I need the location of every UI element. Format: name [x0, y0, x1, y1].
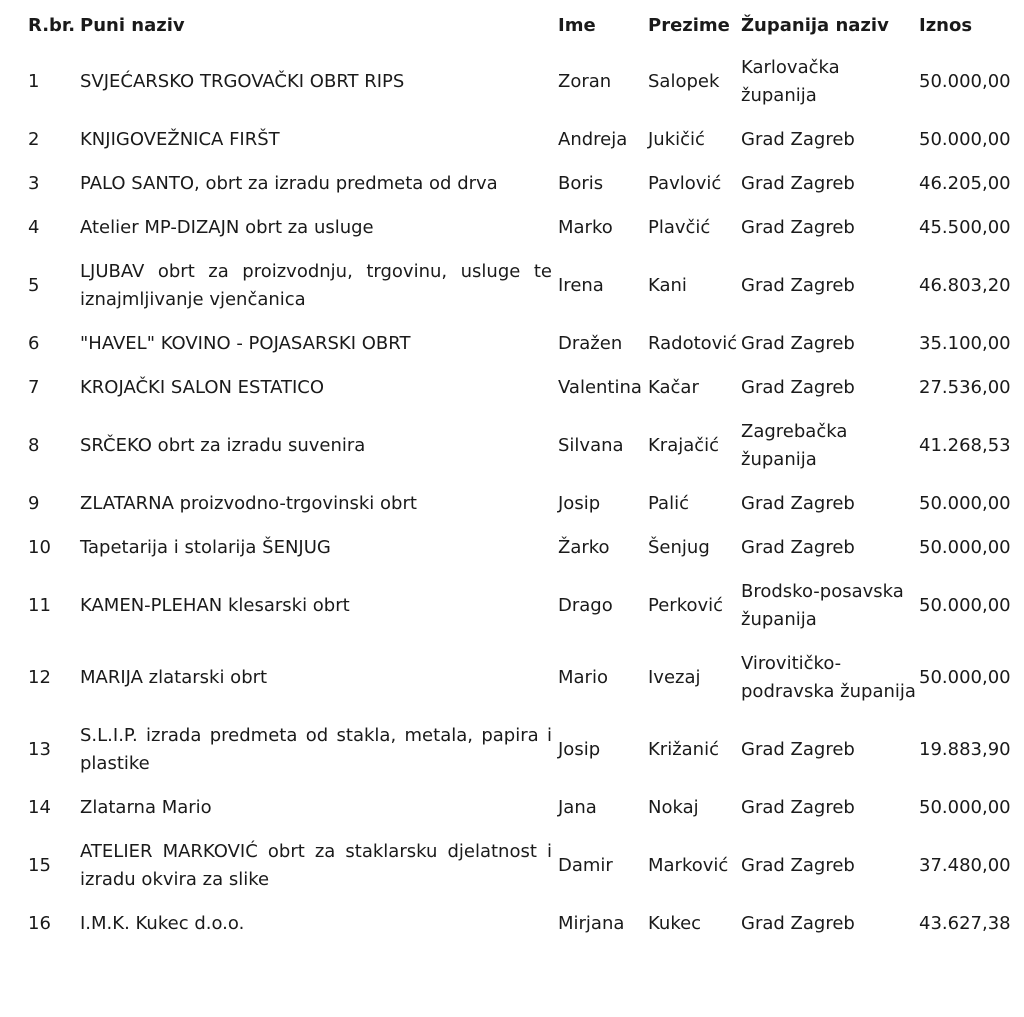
cell-ime: Zoran	[558, 71, 612, 92]
cell-zupanija: Zagrebačka županija	[741, 421, 848, 470]
cell-prezime: Krajačić	[648, 435, 720, 456]
cell-iznos: 50.000,00	[919, 71, 1011, 92]
table-row	[26, 526, 1012, 570]
cell-ime: Jana	[558, 797, 597, 818]
cell-zupanija: Grad Zagreb	[741, 275, 855, 296]
cell-prezime: Plavčić	[648, 217, 711, 238]
cell-naziv: MARIJA zlatarski obrt	[80, 667, 268, 688]
cell-iznos: 37.480,00	[919, 855, 1011, 876]
cell-iznos: 46.803,20	[919, 275, 1011, 296]
table-row	[26, 250, 1012, 322]
cell-prezime: Salopek	[648, 71, 720, 92]
header-zupanija: Županija naziv	[741, 14, 889, 36]
cell-zupanija: Karlovačka županija	[741, 57, 840, 106]
cell-ime: Josip	[558, 493, 601, 514]
cell-ime: Marko	[558, 217, 613, 238]
cell-rbr: 13	[28, 739, 51, 760]
cell-prezime: Pavlović	[648, 173, 722, 194]
cell-iznos: 41.268,53	[919, 435, 1011, 456]
cell-rbr: 1	[28, 71, 40, 92]
cell-zupanija: Grad Zagreb	[741, 797, 855, 818]
cell-ime: Damir	[558, 855, 613, 876]
cell-prezime: Šenjug	[648, 537, 710, 558]
cell-rbr: 16	[28, 913, 51, 934]
cell-rbr: 10	[28, 537, 51, 558]
cell-rbr: 5	[28, 275, 40, 296]
cell-prezime: Marković	[648, 855, 729, 876]
cell-prezime: Radotović	[648, 333, 738, 354]
header-naziv: Puni naziv	[80, 14, 185, 36]
cell-ime: Mario	[558, 667, 608, 688]
cell-iznos: 50.000,00	[919, 493, 1011, 514]
cell-iznos: 27.536,00	[919, 377, 1011, 398]
table-row	[26, 46, 1012, 118]
cell-iznos: 45.500,00	[919, 217, 1011, 238]
cell-prezime: Palić	[648, 493, 689, 514]
cell-rbr: 12	[28, 667, 51, 688]
table-header-row	[26, 4, 1012, 46]
cell-iznos: 35.100,00	[919, 333, 1011, 354]
cell-zupanija: Brodsko-posavska županija	[741, 581, 904, 630]
table-row	[26, 162, 1012, 206]
cell-iznos: 19.883,90	[919, 739, 1011, 760]
cell-prezime: Ivezaj	[648, 667, 701, 688]
cell-rbr: 14	[28, 797, 51, 818]
cell-iznos: 50.000,00	[919, 667, 1011, 688]
table-row	[26, 902, 1012, 946]
cell-zupanija: Grad Zagreb	[741, 333, 855, 354]
cell-naziv: LJUBAV obrt za proizvodnju, trgovinu, usluge te iznajmljivanje vjenčanica	[80, 261, 552, 310]
cell-iznos: 46.205,00	[919, 173, 1011, 194]
cell-naziv: Zlatarna Mario	[80, 797, 212, 818]
cell-zupanija: Grad Zagreb	[741, 855, 855, 876]
cell-zupanija: Grad Zagreb	[741, 377, 855, 398]
table-row	[26, 118, 1012, 162]
cell-naziv: S.L.I.P. izrada predmeta od stakla, metala, papira i plastike	[80, 725, 552, 774]
cell-rbr: 11	[28, 595, 51, 616]
cell-ime: Boris	[558, 173, 604, 194]
table-row	[26, 830, 1012, 902]
cell-zupanija: Grad Zagreb	[741, 173, 855, 194]
cell-prezime: Jukičić	[648, 129, 705, 150]
table-row	[26, 786, 1012, 830]
cell-prezime: Kačar	[648, 377, 699, 398]
cell-ime: Irena	[558, 275, 604, 296]
cell-rbr: 7	[28, 377, 40, 398]
cell-naziv: ZLATARNA proizvodno-trgovinski obrt	[80, 493, 417, 514]
cell-zupanija: Grad Zagreb	[741, 217, 855, 238]
cell-iznos: 50.000,00	[919, 797, 1011, 818]
header-iznos: Iznos	[919, 14, 973, 36]
cell-naziv: SVJEĆARSKO TRGOVAČKI OBRT RIPS	[80, 71, 405, 92]
cell-iznos: 50.000,00	[919, 129, 1011, 150]
cell-naziv: KNJIGOVEŽNICA FIRŠT	[80, 129, 280, 150]
table-row	[26, 322, 1012, 366]
cell-ime: Silvana	[558, 435, 624, 456]
cell-ime: Valentina	[558, 377, 642, 398]
cell-prezime: Nokaj	[648, 797, 699, 818]
cell-zupanija: Grad Zagreb	[741, 739, 855, 760]
cell-rbr: 8	[28, 435, 40, 456]
table-row	[26, 206, 1012, 250]
header-ime: Ime	[558, 14, 596, 36]
cell-prezime: Kukec	[648, 913, 702, 934]
grants-table	[26, 4, 1012, 946]
cell-zupanija: Grad Zagreb	[741, 913, 855, 934]
cell-naziv: KAMEN-PLEHAN klesarski obrt	[80, 595, 350, 616]
cell-ime: Drago	[558, 595, 613, 616]
cell-naziv: Tapetarija i stolarija ŠENJUG	[80, 537, 331, 558]
cell-iznos: 50.000,00	[919, 595, 1011, 616]
header-prezime: Prezime	[648, 14, 730, 36]
cell-prezime: Perković	[648, 595, 724, 616]
table-row	[26, 482, 1012, 526]
cell-naziv: KROJAČKI SALON ESTATICO	[80, 377, 325, 398]
cell-zupanija: Grad Zagreb	[741, 493, 855, 514]
cell-rbr: 2	[28, 129, 40, 150]
cell-rbr: 15	[28, 855, 51, 876]
cell-iznos: 50.000,00	[919, 537, 1011, 558]
cell-naziv: SRČEKO obrt za izradu suvenira	[80, 435, 366, 456]
cell-prezime: Kani	[648, 275, 687, 296]
cell-naziv: ATELIER MARKOVIĆ obrt za staklarsku djelatnost i izradu okvira za slike	[80, 841, 552, 890]
cell-prezime: Križanić	[648, 739, 719, 760]
cell-rbr: 3	[28, 173, 40, 194]
cell-naziv: Atelier MP-DIZAJN obrt za usluge	[80, 217, 374, 238]
cell-ime: Josip	[558, 739, 601, 760]
cell-ime: Andreja	[558, 129, 628, 150]
cell-ime: Mirjana	[558, 913, 625, 934]
table-row	[26, 642, 1012, 714]
cell-ime: Dražen	[558, 333, 623, 354]
cell-rbr: 4	[28, 217, 40, 238]
cell-iznos: 43.627,38	[919, 913, 1011, 934]
table-row	[26, 366, 1012, 410]
cell-naziv: I.M.K. Kukec d.o.o.	[80, 913, 245, 934]
cell-rbr: 6	[28, 333, 40, 354]
table-row	[26, 570, 1012, 642]
cell-zupanija: Grad Zagreb	[741, 129, 855, 150]
cell-naziv: "HAVEL" KOVINO - POJASARSKI OBRT	[80, 333, 411, 354]
cell-zupanija: Grad Zagreb	[741, 537, 855, 558]
cell-naziv: PALO SANTO, obrt za izradu predmeta od drva	[80, 173, 498, 194]
header-rbr: R.br.	[28, 14, 76, 36]
cell-rbr: 9	[28, 493, 40, 514]
cell-zupanija: Virovitičko-podravska županija	[741, 653, 916, 702]
table-row	[26, 410, 1012, 482]
table-row	[26, 714, 1012, 786]
cell-ime: Žarko	[558, 537, 610, 558]
